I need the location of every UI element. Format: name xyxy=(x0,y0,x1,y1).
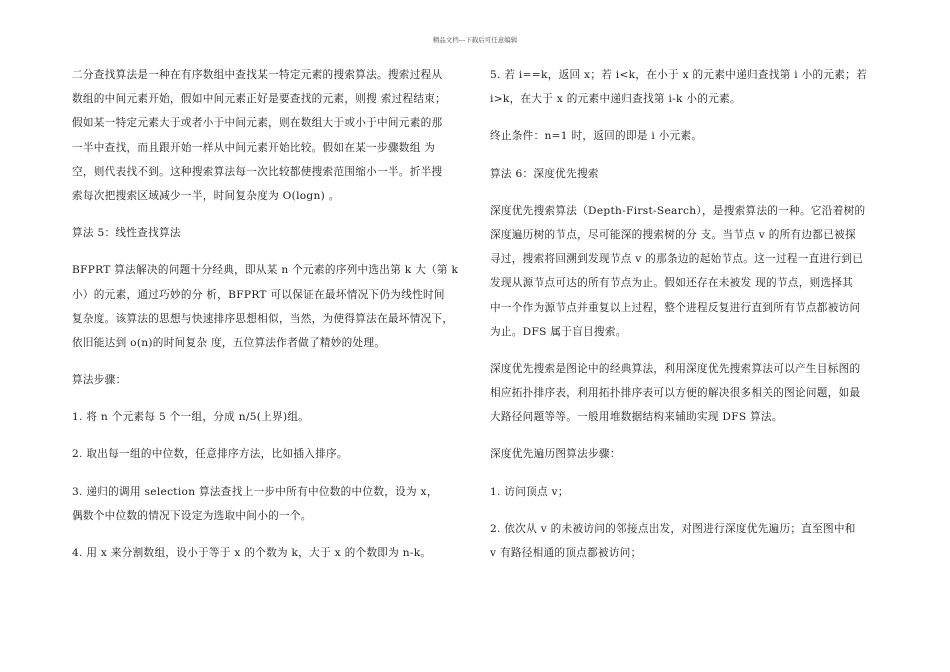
text-line: 深度优先搜索算法（Depth-First-Search），是搜索算法的一种。它沿着树的 xyxy=(490,204,866,217)
text-line: BFPRT 算法解决的问题十分经典，即从某 n 个元素的序列中选出第 k 大（第 k xyxy=(72,264,459,277)
paragraph-gap xyxy=(72,394,468,407)
paragraph-gap xyxy=(490,469,882,482)
paragraph xyxy=(490,164,882,188)
text-line: 小）的元素，通过巧妙的分 析，BFPRT 可以保证在最坏情况下仍为线性时间 xyxy=(72,288,445,301)
paragraph-gap xyxy=(72,210,468,223)
paragraph xyxy=(490,201,882,346)
text-line: 深度优先遍历图算法步骤： xyxy=(490,448,621,461)
text-line: 终止条件：n=1 时，返回的即是 i 小元素。 xyxy=(490,130,703,143)
paragraph xyxy=(72,65,468,210)
text-line: 大路径问题等等。一般用堆数据结构来辅助实现 DFS 算法。 xyxy=(490,411,783,424)
text-line: 寻过，搜索将回溯到发现节点 v 的那条边的起始节点。这一过程一直进行到已 xyxy=(490,253,864,266)
text-line: 5. 若 i==k，返回 x；若 i<k，在小于 x 的元素中递归查找第 i 小的元素；若 xyxy=(490,69,867,81)
paragraph-gap xyxy=(490,188,882,201)
text-line: 一半中查找，而且跟开始一样从中间元素开始比较。假如在某一步骤数组 为 xyxy=(72,141,436,154)
text-line: 偶数个中位数的情况下设定为选取中间小的一个。 xyxy=(72,509,312,522)
paragraph-gap xyxy=(490,431,882,444)
text-line: i>k，在大于 x 的元素中递归查找第 i-k 小的元素。 xyxy=(490,93,741,106)
paragraph xyxy=(72,370,468,394)
paragraph-gap xyxy=(72,431,468,444)
text-line: 2. 依次从 v 的未被访问的邻接点出发，对图进行深度优先遍历；直至图中和 xyxy=(490,522,856,535)
text-line: 1. 访问顶点 v； xyxy=(490,485,569,498)
text-line: 索每次把搜索区域减少一半，时间复杂度为 O(logn) 。 xyxy=(72,189,340,202)
paragraph xyxy=(490,65,882,113)
text-line: 相应拓扑排序表，利用拓扑排序表可以方便的解决很多相关的图论问题，如最 xyxy=(490,387,861,400)
paragraph xyxy=(72,543,468,567)
page-header: 精品文档---下载后可任意编辑 xyxy=(432,36,518,44)
paragraph xyxy=(490,359,882,432)
right-column xyxy=(490,65,882,567)
paragraph xyxy=(72,444,468,468)
paragraph-gap xyxy=(72,357,468,370)
text-line: 2. 取出每一组的中位数，任意排序方法，比如插入排序。 xyxy=(72,448,348,461)
text-line: v 有路径相通的顶点都被访问； xyxy=(490,547,642,559)
paragraph xyxy=(72,407,468,431)
paragraph-gap xyxy=(490,506,882,519)
paragraph xyxy=(72,223,468,247)
paragraph xyxy=(490,519,882,567)
text-line: 发现从源节点可达的所有节点为止。假如还存在未被发 现的节点，则选择其 xyxy=(490,277,854,290)
text-line: 算法 5：线性查找算法 xyxy=(72,227,181,240)
text-line: 深度优先搜索是图论中的经典算法，利用深度优先搜索算法可以产生目标图的 xyxy=(490,362,861,375)
text-line: 数组的中间元素开始，假如中间元素正好是要查找的元素，则搜 索过程结束； xyxy=(72,93,447,106)
paragraph xyxy=(490,482,882,506)
paragraph-gap xyxy=(490,346,882,359)
text-line: 深度遍历树的节点，尽可能深的搜索树的分 支。当节点 v 的所有边都已被探 xyxy=(490,228,856,241)
text-line: 二分查找算法是一种在有序数组中查找某一特定元素的搜索算法。搜索过程从 xyxy=(72,69,443,81)
paragraph xyxy=(72,260,468,357)
text-line: 依旧能达到 o(n)的时间复杂 度，五位算法作者做了精妙的处理。 xyxy=(72,336,386,349)
left-column xyxy=(72,65,468,567)
paragraph xyxy=(490,444,882,468)
paragraph-gap xyxy=(72,530,468,543)
paragraph-gap xyxy=(72,247,468,260)
text-line: 空，则代表找不到。这种搜索算法每一次比较都使搜索范围缩小一半。折半搜 xyxy=(72,165,443,178)
paragraph-gap xyxy=(72,469,468,482)
text-line: 4. 用 x 来分割数组，设小于等于 x 的个数为 k，大于 x 的个数即为 n-k。 xyxy=(72,547,432,559)
text-line: 算法步骤： xyxy=(72,374,127,387)
text-line: 复杂度。该算法的思想与快速排序思想相似，当然，为使得算法在最坏情况下， xyxy=(72,312,454,325)
paragraph xyxy=(72,482,468,530)
text-line: 为止。DFS 属于盲目搜索。 xyxy=(490,325,627,338)
text-line: 算法 6：深度优先搜索 xyxy=(490,167,599,180)
paragraph-gap xyxy=(490,113,882,126)
text-line: 假如某一特定元素大于或者小于中间元素，则在数组大于或小于中间元素的那 xyxy=(72,117,443,130)
text-line: 3. 递归的调用 selection 算法查找上一步中所有中位数的中位数，设为 x， xyxy=(72,485,438,498)
text-line: 中一个作为源节点并重复以上过程，整个进程反复进行直到所有节点都被访问 xyxy=(490,301,861,314)
paragraph-gap xyxy=(490,151,882,164)
text-line: 1. 将 n 个元素每 5 个一组，分成 n/5(上界)组。 xyxy=(72,411,310,424)
paragraph xyxy=(490,126,882,150)
